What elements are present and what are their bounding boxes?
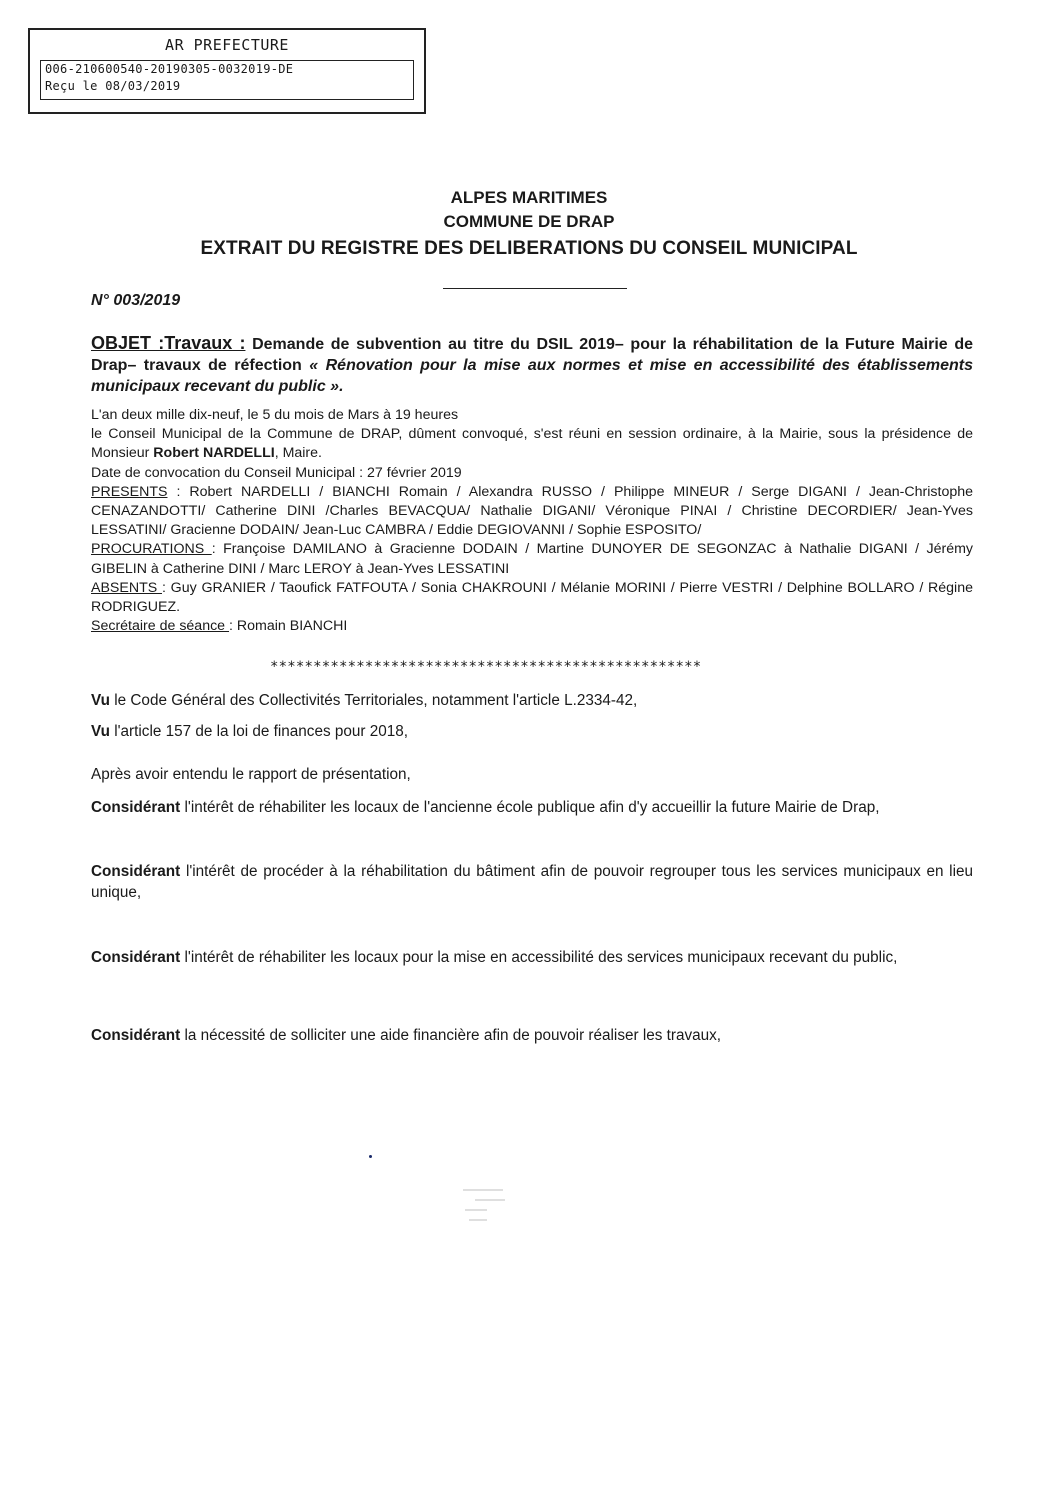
considerant-1	[91, 797, 973, 818]
vu-label: Vu	[91, 692, 110, 709]
deliberation-number: N° 003/2019	[91, 292, 181, 309]
session-info	[91, 406, 973, 636]
procurations-names: : Françoise DAMILANO à Gracienne DODAIN / Martine DUNOYER DE SEGONZAC à Nathalie DIGANI / Jérémy GIBELIN à Catherine DINI / Marc LEROY à Jean-Yves LESSATINI	[91, 541, 973, 577]
vu-label: Vu	[91, 723, 110, 740]
stamp-title: AR PREFECTURE	[165, 36, 289, 54]
stamp-reference-box	[40, 60, 414, 100]
secretaire-label: Secrétaire de séance	[91, 618, 230, 635]
considerant-label: Considérant	[91, 799, 181, 816]
scan-dot	[369, 1155, 372, 1158]
faint-scan-mark	[455, 1183, 535, 1233]
objet-italic: « Rénovation pour la mise aux normes et mise en accessibilité des établissements municipaux recevant du public ».	[91, 357, 974, 395]
vu-text: le Code Général des Collectivités Territoriales, notamment l'article L.2334-42,	[109, 692, 638, 709]
absents-names: : Guy GRANIER / Taoufick FATFOUTA / Sonia CHAKROUNI / Mélanie MORINI / Pierre VESTRI / Delphine BOLLARO / Régine RODRIGUEZ.	[91, 579, 973, 616]
objet-text: Demande de subvention au titre du DSIL 2019– pour la réhabilitation de la Future Mairie de Drap– travaux de réfection	[91, 336, 973, 374]
presents-list	[91, 483, 973, 541]
ar-prefecture-stamp	[28, 28, 426, 114]
header-department: ALPES MARITIMES	[450, 188, 608, 207]
mayor-name: Robert NARDELLI	[153, 445, 275, 462]
considerant-3	[91, 947, 973, 968]
considerant-label: Considérant	[91, 1027, 181, 1044]
session-date: L'an deux mille dix-neuf, le 5 du mois de Mars à 19 heures	[91, 407, 459, 423]
separator-stars: **************************************************	[270, 659, 702, 675]
apres-rapport: Après avoir entendu le rapport de présentation,	[91, 766, 411, 783]
session-convened-text: le Conseil Municipal de la Commune de DRAP, dûment convoqué, s'est réuni en session ordinaire, à la Mairie, sous la présidence de Monsieur	[91, 426, 973, 462]
considerant-text: la nécessité de solliciter une aide financière afin de pouvoir réaliser les travaux,	[180, 1027, 722, 1044]
vu-loi-finances	[91, 721, 973, 742]
header-commune: COMMUNE DE DRAP	[443, 212, 615, 231]
considerant-4	[91, 1025, 973, 1046]
absents-list	[91, 579, 973, 617]
considerant-2	[91, 861, 973, 903]
presents-label: PRESENTS	[91, 483, 168, 500]
presents-names: : Robert NARDELLI / BIANCHI Romain / Alexandra RUSSO / Philippe MINEUR / Serge DIGANI / Jean-Christophe CENAZANDOTTI/ Catherine DINI /Charles BEVACQUA/ Nathalie DIGANI/ Véronique PINAI / Christine DECORDIER/ Jean-Yves LESSATINI/ Gracienne DODAIN/ Jean-Luc CAMBRA / Eddie DEGIOVANNI / Sophie ESPOSITO/	[91, 483, 973, 539]
considerant-text: l'intérêt de réhabiliter les locaux de l'ancienne école publique afin d'y accueillir la future Mairie de Drap,	[180, 799, 880, 816]
considerant-text: l'intérêt de procéder à la réhabilitation du bâtiment afin de pouvoir regrouper tous les services municipaux en lieu unique,	[91, 863, 973, 901]
objet-label: OBJET :Travaux :	[91, 333, 246, 353]
stamp-reference: 006-210600540-20190305-0032019-DE	[45, 62, 294, 76]
session-convened	[91, 425, 973, 463]
secretaire	[91, 617, 973, 636]
procurations-label: PROCURATIONS	[91, 541, 212, 558]
procurations-list	[91, 540, 973, 578]
secretaire-name: : Romain BIANCHI	[229, 618, 348, 635]
vu-code-general	[91, 690, 973, 711]
header-divider	[443, 288, 627, 289]
considerant-text: l'intérêt de réhabiliter les locaux pour la mise en accessibilité des services municipaux recevant du public,	[180, 949, 898, 966]
stamp-received-date: Reçu le 08/03/2019	[45, 79, 181, 93]
considerant-label: Considérant	[91, 949, 181, 966]
objet-paragraph	[91, 333, 973, 397]
considerant-label: Considérant	[91, 863, 181, 880]
absents-label: ABSENTS	[91, 579, 162, 596]
vu-text: l'article 157 de la loi de finances pour 2018,	[109, 723, 408, 740]
convocation-date: Date de convocation du Conseil Municipal : 27 février 2019	[91, 464, 462, 481]
header-register-title: EXTRAIT DU REGISTRE DES DELIBERATIONS DU CONSEIL MUNICIPAL	[200, 238, 858, 259]
session-convened-end: , Maire.	[274, 445, 322, 462]
